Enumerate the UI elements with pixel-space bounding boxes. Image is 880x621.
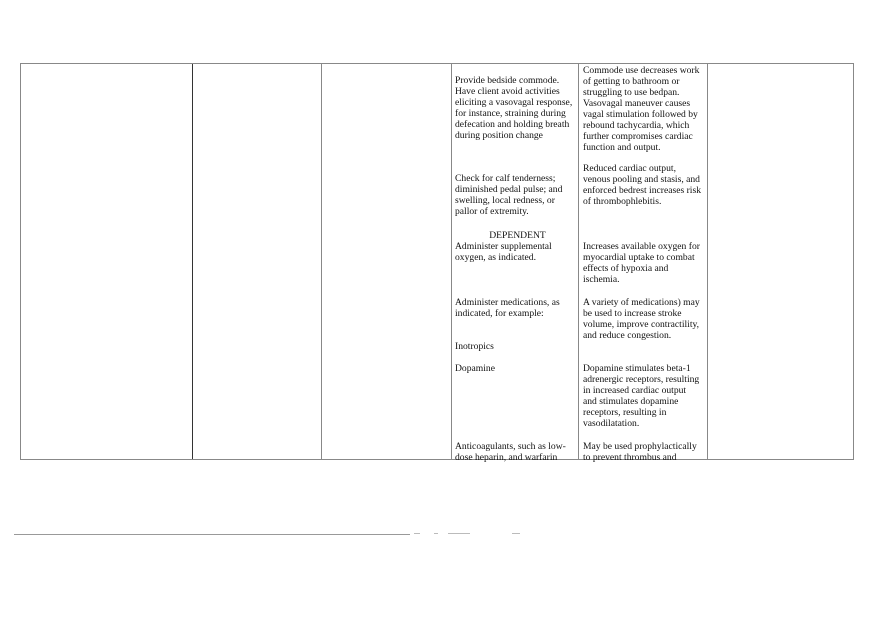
rationale-calf-check: Reduced cardiac output, venous pooling and stasis, and enforced bedrest increases risk of thrombophlebitis. [583, 163, 702, 207]
rationale-commode: Commode use decreases work of getting to bathroom or struggling to use bedpan. Vasovagal maneuver causes vagal stimulation followed by rebound tachycardia, which further compromises cardiac function and output. [583, 65, 700, 153]
intervention-medications: Administer medications, as indicated, for example: [455, 297, 560, 319]
rationale-oxygen: Increases available oxygen for myocardial uptake to combat effects of hypoxia and ischemia. [583, 241, 700, 285]
intervention-inotropics: Inotropics [455, 341, 494, 352]
column-divider [707, 64, 708, 459]
intervention-calf-check: Check for calf tenderness; diminished pedal pulse; and swelling, local redness, or pallor of extremity. [455, 173, 563, 217]
care-plan-table [20, 63, 854, 463]
footer-artifact [412, 530, 532, 536]
rationale-anticoagulants: May be used prophylactically to prevent thrombus and [583, 441, 697, 463]
column-divider [321, 64, 322, 459]
intervention-dopamine: Dopamine [455, 363, 495, 374]
footnote-separator [14, 534, 410, 535]
intervention-oxygen: Administer supplemental oxygen, as indicated. [455, 241, 552, 263]
column-divider [192, 64, 193, 459]
section-heading-dependent: DEPENDENT [489, 230, 546, 241]
intervention-commode: Provide bedside commode. Have client avoid activities eliciting a vasovagal response, for instance, straining during defecation and holding breath during position change [455, 75, 573, 141]
rationale-medications: A variety of medications) may be used to increase stroke volume, improve contractility, and reduce congestion. [583, 297, 700, 341]
column-divider [451, 64, 452, 459]
intervention-anticoagulants: Anticoagulants, such as low- dose heparin, and warfarin [455, 441, 566, 463]
rationale-dopamine: Dopamine stimulates beta-1 adrenergic receptors, resulting in increased cardiac output and stimulates dopamine receptors, resulting in vasodilatation. [583, 363, 700, 429]
